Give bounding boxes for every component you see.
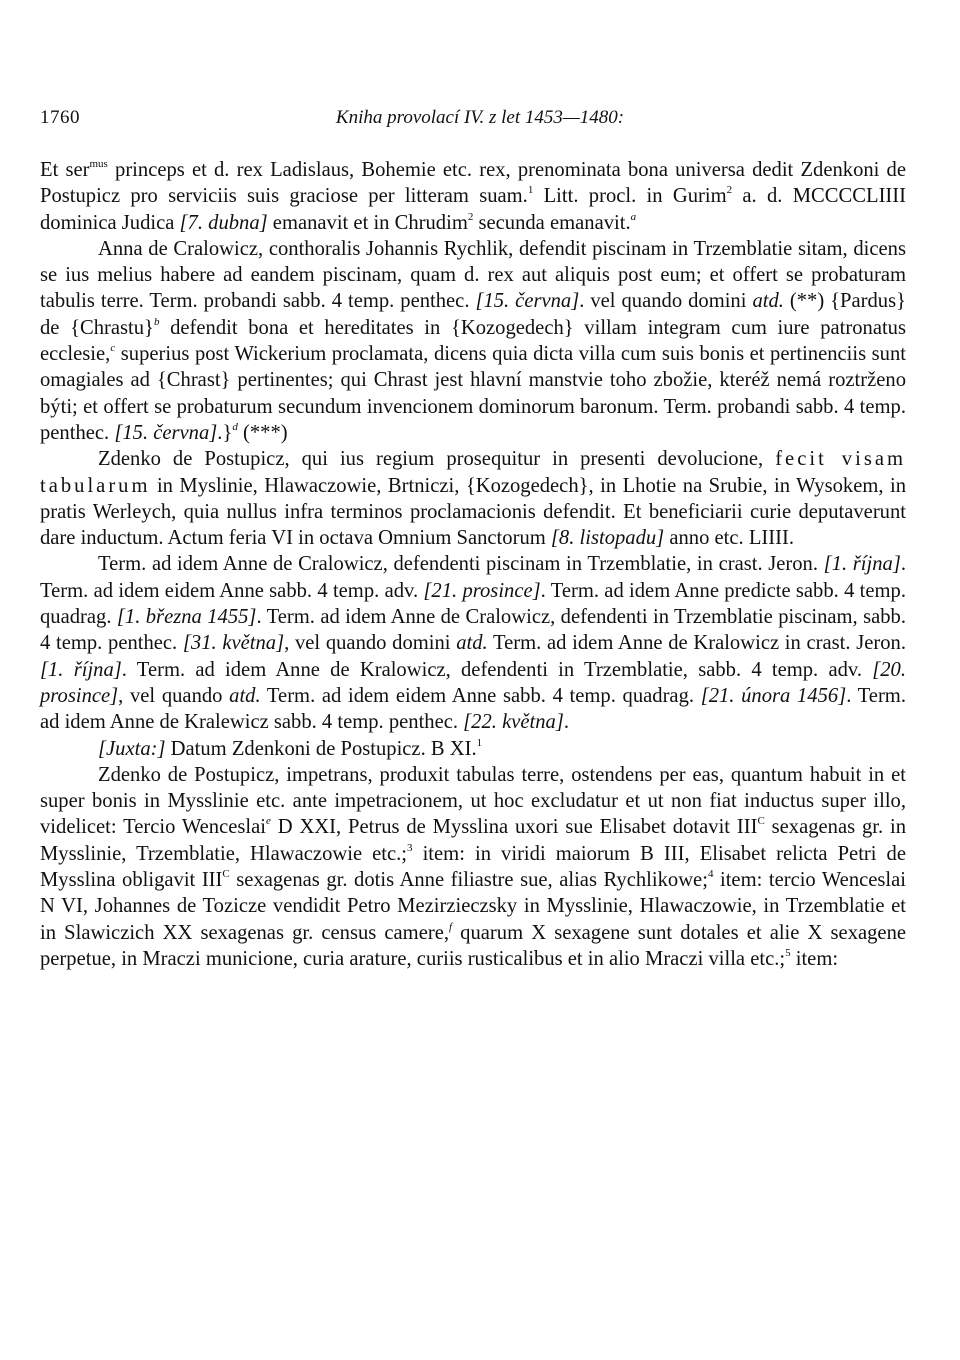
text-segment: a. d. MCCCCLIIII dominica Judica: [40, 185, 906, 234]
text-segment: Litt. procl. in Gurim: [533, 185, 727, 208]
paragraph: [40, 157, 906, 236]
text-segment: [1. října]: [823, 553, 901, 576]
text-segment: fecit visam tabularum: [40, 448, 906, 497]
footnote-marker: a: [630, 210, 637, 223]
footnote-marker: C: [222, 868, 230, 881]
text-segment: Term. ad idem Anne de Cralowicz, defendenti piscinam in Trzemblatie, in crast. Jeron.: [98, 553, 824, 576]
text-segment: [21. prosince]: [423, 579, 541, 602]
text-segment: .: [563, 711, 569, 734]
footnote-marker: 2: [726, 184, 733, 197]
text-segment: secunda emanavit.: [473, 211, 631, 234]
text-segment: , vel quando domini: [284, 632, 457, 655]
page-header: [40, 103, 920, 133]
text-segment: superius post Wickerium proclamata, dicens quia dicta villa cum suis bonis et pertinenciis sunt omagiales ad {Chrast} pertinentes; qui Chrast jest hlavní manstvie toho zbožie, kteréž nemá roztrženo býti; et offert se probaturum secundum invencionem dominorum baronum. Term. probandi sabb. 4 temp. penthec.: [40, 343, 906, 444]
footnote-marker: 3: [407, 841, 413, 854]
text-segment: [1. března 1455]: [116, 606, 257, 629]
text-segment: sexagenas gr. dotis Anne filiastre sue, alias Rychlikowe;: [229, 869, 708, 892]
text-segment: atd.: [456, 632, 488, 655]
text-segment: princeps et d. rex Ladislaus, Bohemie etc. rex, prenominata bona universa dedit Zdenkoni de Postupicz pro serviciis suis graciose per litteram suam.: [40, 159, 906, 208]
text-segment: [7. dubna]: [179, 211, 268, 234]
footnote-marker: d: [232, 420, 238, 433]
text-segment: [8. listopadu]: [550, 527, 665, 550]
body-text: [40, 157, 906, 972]
text-segment: (**) {Pardus} de {Chrastu}: [40, 290, 906, 339]
text-segment: . Term. ad idem eidem Anne sabb. 4 temp. adv.: [40, 553, 906, 602]
paragraph: [40, 551, 906, 735]
text-segment: .}: [217, 421, 233, 444]
footnote-marker: 1: [527, 184, 534, 197]
text-segment: [22. května]: [463, 711, 564, 734]
footnote-marker: C: [757, 815, 765, 828]
text-segment: . Term. ad idem Anne predicte sabb. 4 temp. quadrag.: [40, 579, 906, 629]
text-segment: quarum X sexagene sunt dotales et alie X sexagene perpetue, in Mraczi municione, curia arature, curiis rusticalibus et in alio Mraczi villa etc.;: [40, 921, 907, 970]
text-segment: Et ser: [40, 159, 90, 181]
text-segment: . vel quando domini: [579, 290, 753, 313]
text-segment: . Term. ad idem Anne de Kralowicz, defendenti in Trzemblatie, sabb. 4 temp. adv.: [121, 658, 873, 681]
footnote-marker: 4: [707, 868, 714, 881]
text-segment: item:: [790, 947, 839, 970]
text-segment: . Term. ad idem Anne de Kralewicz sabb. 4 temp. penthec.: [40, 684, 906, 734]
footnote-marker: 2: [467, 210, 474, 223]
text-segment: [1. října]: [40, 658, 122, 681]
text-segment: Term. ad idem eidem Anne sabb. 4 temp. quadrag.: [260, 684, 701, 707]
running-title: Kniha provolací IV. z let 1453—1480:: [335, 107, 625, 128]
footnote-marker: c: [110, 342, 116, 355]
footnote-marker: e: [265, 815, 271, 828]
text-segment: Datum Zdenkoni de Postupicz. B XI.: [165, 737, 477, 760]
text-segment: [31. května]: [182, 632, 285, 655]
text-segment: Zdenko de Postupicz, impetrans, produxit tabulas terre, ostendens per eas, quantum habuit in et super bonis in Mysslinie etc. ante impetracionem, ut hoc excludatur et ut non fiat inductus super illo, videlicet: Tercio Wenceslai: [40, 763, 906, 839]
text-segment: [15. června]: [475, 290, 580, 313]
text-segment: sexagenas gr. in Mysslinie, Trzemblatie, Hlawaczowie etc.;: [40, 816, 906, 865]
paragraph: [40, 446, 906, 551]
paragraph: [40, 236, 906, 446]
text-segment: [20. prosince]: [40, 658, 906, 707]
text-segment: Term. ad idem Anne de Kralowicz in crast. Jeron.: [487, 632, 906, 655]
text-segment: item: tercio Wenceslai N VI, Johannes de Tozicze vendidit Petro Mezirzieczsky in Mysslinie, Hlawaczowie, in Trzemblatie et in Slawiczich XX sexagenas gr. census camere,: [40, 869, 907, 944]
text-segment: anno etc. LIIII.: [664, 527, 794, 550]
text-segment: . Term. ad idem Anne de Cralowicz, defendenti in Trzemblatie piscinam, sabb. 4 temp. penthec.: [40, 606, 906, 655]
footnote-marker: b: [153, 315, 160, 328]
text-segment: [21. února 1456]: [700, 684, 847, 707]
paragraph: [40, 762, 906, 972]
text-segment: defendit bona et hereditates in {Kozogedech} villam integram cum iure patronatus ecclesie,: [40, 316, 906, 366]
page-number: 1760: [40, 107, 80, 128]
text-segment: Zdenko de Postupicz, qui ius regium prosequitur in presenti devolucione,: [98, 448, 776, 471]
text-segment: , vel quando: [118, 684, 230, 707]
text-segment: item: in viridi maiorum B III, Elisabet relicta Petri de Mysslina obligavit III: [40, 842, 906, 892]
text-segment: Anna de Cralowicz, conthoralis Johannis Rychlik, defendit piscinam in Trzemblatie sitam, dicens se ius melius habere ad eandem piscinam, quam d. rex aut aliquis post eum; et offert se probaturam tabulis terre. Term. probandi sabb. 4 temp. penthec.: [40, 237, 906, 313]
text-segment: D XXI, Petrus de Mysslina uxori sue Elisabet dotavit III: [270, 816, 758, 839]
text-segment: emanavit et in Chrudim: [267, 211, 468, 234]
paragraph: [40, 736, 906, 762]
text-segment: in Myslinie, Hlawaczowie, Brtniczi, {Kozogedech}, in Lhotie na Srubie, in Wysokem, in pratis Werleych, quia nullus infra terminos proclamacionis defendit. Et beneficiarii curie deputaverunt dare inductum. Actum feria VI in octava Omnium Sanctorum: [40, 474, 906, 550]
text-segment: [Juxta:]: [98, 737, 166, 760]
footnote-marker: 1: [476, 736, 483, 749]
footnote-marker: 5: [785, 946, 791, 959]
text-segment: atd.: [752, 290, 784, 313]
footnote-marker: mus: [89, 158, 108, 170]
text-segment: (***): [237, 421, 288, 444]
text-segment: atd.: [229, 684, 261, 707]
footnote-marker: f: [449, 920, 453, 933]
text-segment: [15. června]: [114, 421, 218, 444]
